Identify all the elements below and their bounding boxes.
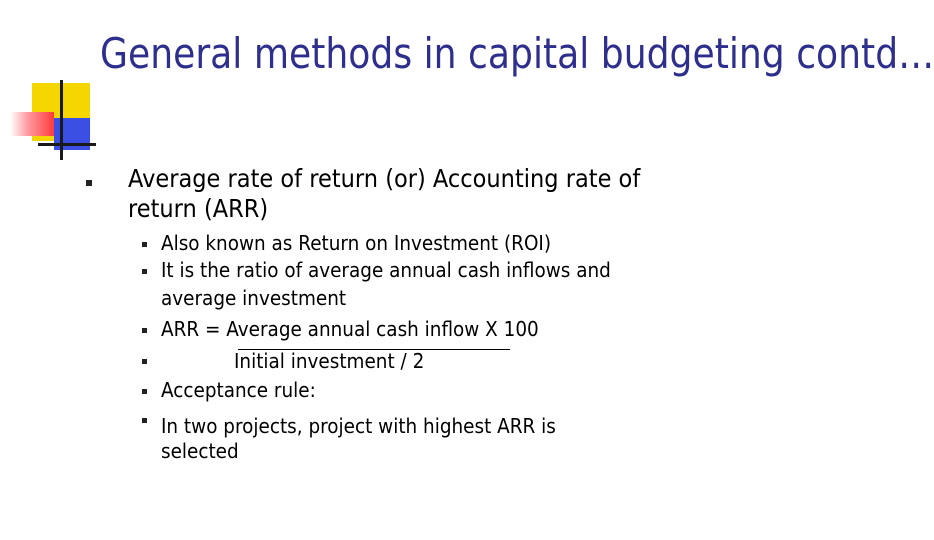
sub-bullet-marker (142, 242, 147, 247)
sub-bullet-text: In two projects, project with highest ARR is (161, 414, 556, 438)
sub-bullet-marker (142, 389, 147, 394)
sub-bullet-marker (142, 269, 147, 274)
formula-numerator: ARR = Average annual cash inflow X 100 (161, 317, 539, 341)
formula-denominator: Initial investment / 2 (234, 349, 425, 373)
sub-bullet-marker (142, 418, 147, 423)
sub-bullet-text-continued: selected (161, 439, 239, 463)
slide-title: General methods in capital budgeting contd… (100, 29, 934, 78)
decorative-horizontal-line (38, 143, 96, 146)
decorative-pink-bar (10, 112, 54, 136)
sub-bullet-text: Also known as Return on Investment (ROI) (161, 231, 552, 255)
sub-bullet-text: Acceptance rule: (161, 378, 316, 402)
decorative-vertical-line (60, 80, 63, 160)
sub-bullet-text: It is the ratio of average annual cash inflows and (161, 258, 611, 282)
sub-bullet-marker (142, 328, 147, 333)
bullet-marker (86, 180, 92, 186)
sub-bullet-marker (142, 359, 147, 364)
main-bullet-text: Average rate of return (or) Accounting rate of return (ARR) (128, 164, 641, 223)
sub-bullet-text-continued: average investment (161, 286, 347, 310)
